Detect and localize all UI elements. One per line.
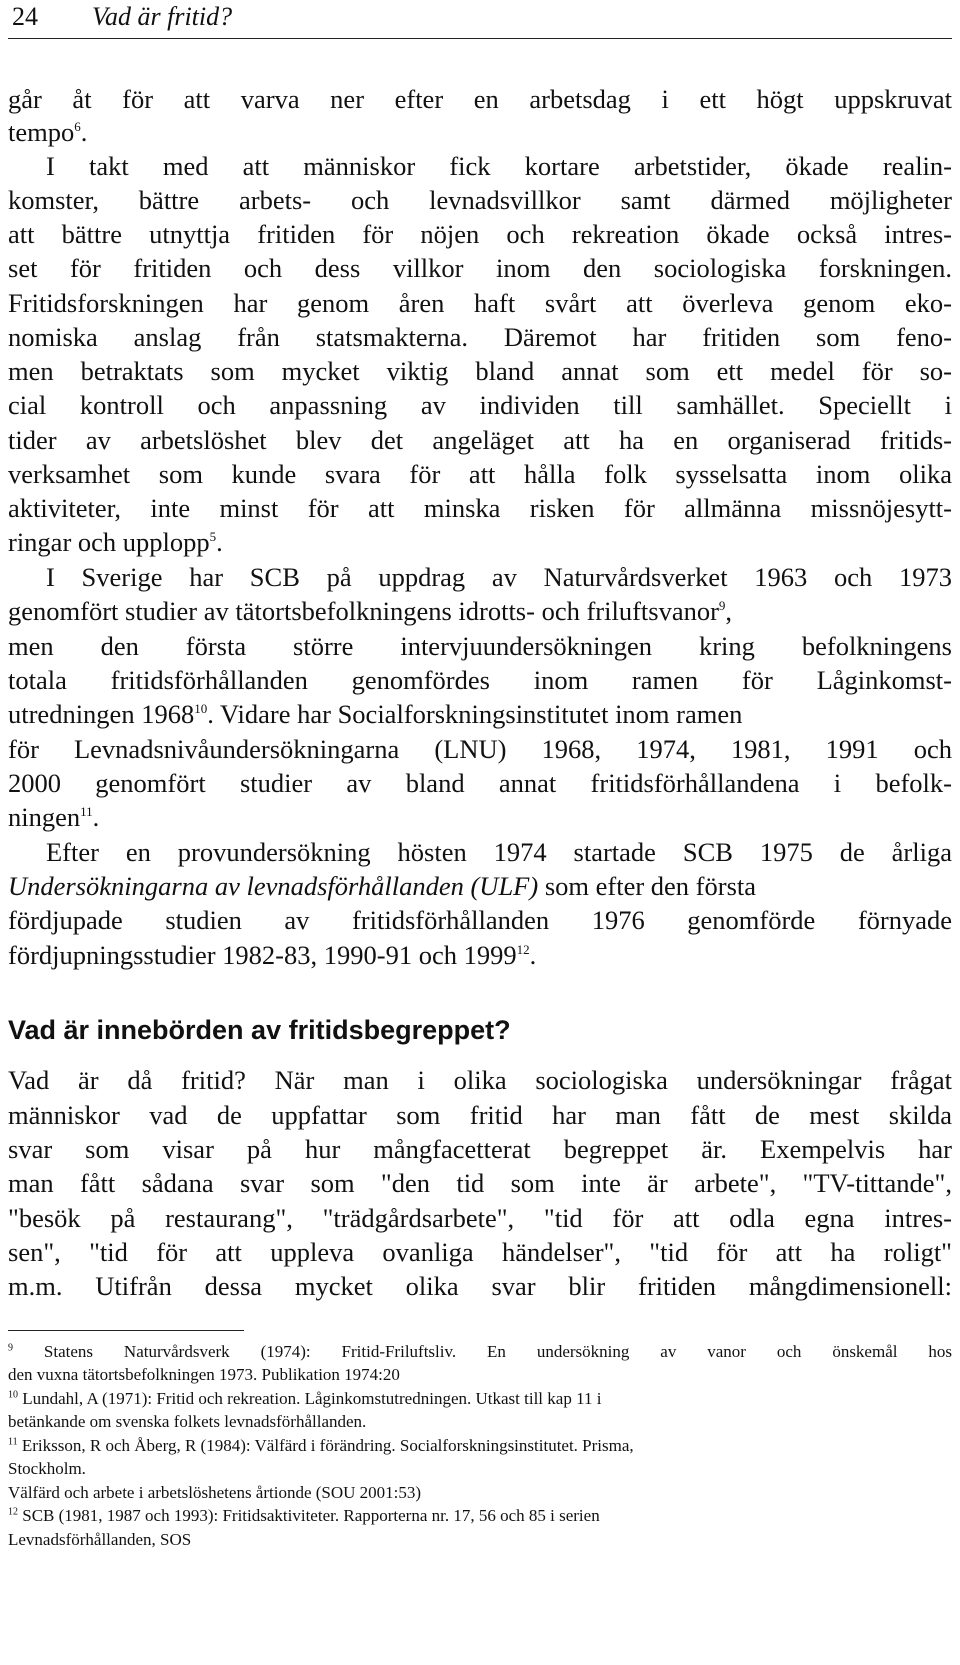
footnote-11: $^{11}$ Eriksson, R och Åberg, R (1984): Välfärd i förändring. Socialforskningsinstitutet. Prisma, [8, 1436, 634, 1455]
footnote-line: betänkande om svenska folkets levnadsförhållanden. [8, 1412, 367, 1431]
body-line: ningen$^{11}$. [8, 802, 100, 832]
footnote-ref: 10 [194, 701, 208, 717]
body-line: nomiska anslag från statsmakterna. Däremot har fritiden som feno- [8, 322, 952, 352]
body-line: I takt med att människor fick kortare arbetstider, ökade realin- [46, 151, 952, 181]
footnote-line: Stockholm. [8, 1459, 86, 1478]
body-line: går åt för att varva ner efter en arbetsdag i ett högt uppskruvat [8, 84, 952, 114]
footnote-ref: 6 [74, 119, 81, 135]
body-line: 2000 genomfört studier av bland annat fritidsförhållandena i befolk- [8, 768, 952, 798]
footnote-9: $^9$ Statens Naturvårdsverk (1974): Fritid-Friluftsliv. En undersökning av vanor och önskemål hos [8, 1342, 952, 1361]
body-line: Fritidsforskningen har genom åren haft svårt att överleva genom eko- [8, 288, 952, 318]
body-line: men betraktats som mycket viktig bland annat som ett medel för so- [8, 356, 952, 386]
body-line: svar som visar på hur mångfacetterat begreppet är. Exempelvis har [8, 1134, 952, 1164]
footnote-ref: 5 [209, 529, 217, 545]
page-header [8, 0, 952, 39]
body-line: verksamhet som kunde svara för att hålla folk sysselsatta inom olika [8, 459, 952, 489]
body-line: komster, bättre arbets- och levnadsvillkor samt därmed möjligheter [8, 185, 952, 215]
body-line: för Levnadsnivåundersökningarna (LNU) 1968, 1974, 1981, 1991 och [8, 734, 952, 764]
body-line: utredningen 1968$^{10}$. Vidare har Socialforskningsinstitutet inom ramen [8, 699, 743, 729]
running-title: Vad är fritid? [92, 2, 233, 31]
body-line: Efter en provundersökning hösten 1974 startade SCB 1975 de årliga [46, 837, 952, 867]
body-line: fördjupningsstudier 1982-83, 1990-91 och 1999$^{12}$. [8, 940, 537, 970]
body-line: tider av arbetslöshet blev det angeläget att ha en organiserad fritids- [8, 425, 952, 455]
body-line: I Sverige har SCB på uppdrag av Naturvårdsverket 1963 och 1973 [46, 562, 952, 592]
body-line: Undersökningarna av levnadsförhållanden (ULF) som efter den första [8, 871, 757, 901]
body-line: tempo$^6$. [8, 117, 88, 147]
footnote-line: Levnadsförhållanden, SOS [8, 1530, 192, 1549]
body-line: "besök på restaurang", "trädgårdsarbete", "tid för att odla egna intres- [8, 1203, 952, 1233]
body-line: man fått sådana svar som "den tid som inte är arbete", "TV-tittande", [8, 1168, 952, 1198]
body-line: fördjupade studien av fritidsförhållanden 1976 genomförde förnyade [8, 905, 952, 935]
body-line: set för fritiden och dess villkor inom den sociologiska forskningen. [8, 253, 952, 283]
italic-title: Undersökningarna av levnadsförhållanden (ULF) [8, 871, 539, 901]
body-line: ringar och upplopp$^5$. [8, 527, 223, 557]
footnote-line: Välfärd och arbete i arbetslöshetens årtionde (SOU 2001:53) [8, 1483, 422, 1502]
body-line: Vad är då fritid? När man i olika sociologiska undersökningar frågat [8, 1065, 952, 1095]
body-line: totala fritidsförhållanden genomfördes inom ramen för Låginkomst- [8, 665, 952, 695]
footnote-10: $^{10}$ Lundahl, A (1971): Fritid och rekreation. Låginkomstutredningen. Utkast till kap 11 i [8, 1389, 602, 1408]
body-line: cial kontroll och anpassning av individen till samhället. Speciellt i [8, 390, 952, 420]
footnote-12: $^{12}$ SCB (1981, 1987 och 1993): Fritidsaktiviteter. Rapporterna nr. 17, 56 och 85 i serien [8, 1506, 600, 1525]
body-line: aktiviteter, inte minst för att minska risken för allmänna missnöjesytt- [8, 493, 952, 523]
body-line: att bättre utnyttja fritiden för nöjen och rekreation ökade också intres- [8, 219, 952, 249]
footnote-ref: 11 [80, 804, 93, 820]
footnote-line: den vuxna tätortsbefolkningen 1973. Publikation 1974:20 [8, 1365, 400, 1384]
footnote-divider [8, 1330, 244, 1331]
body-line: men den första större intervjuundersökningen kring befolkningens [8, 631, 952, 661]
body-line: genomfört studier av tätortsbefolkningens idrotts- och friluftsvanor$^9$, [8, 596, 733, 626]
body-line: m.m. Utifrån dessa mycket olika svar blir fritiden mångdimensionell: [8, 1271, 952, 1301]
footnote-ref: 9 [718, 598, 726, 614]
body-line: sen", "tid för att uppleva ovanliga händelser", "tid för att ha roligt" [8, 1237, 952, 1267]
footnote-ref: 12 [516, 942, 530, 958]
page-number: 24 [12, 2, 38, 31]
body-line: människor vad de uppfattar som fritid har man fått de mest skilda [8, 1100, 952, 1130]
section-heading: Vad är innebörden av fritidsbegreppet? [8, 1015, 511, 1045]
